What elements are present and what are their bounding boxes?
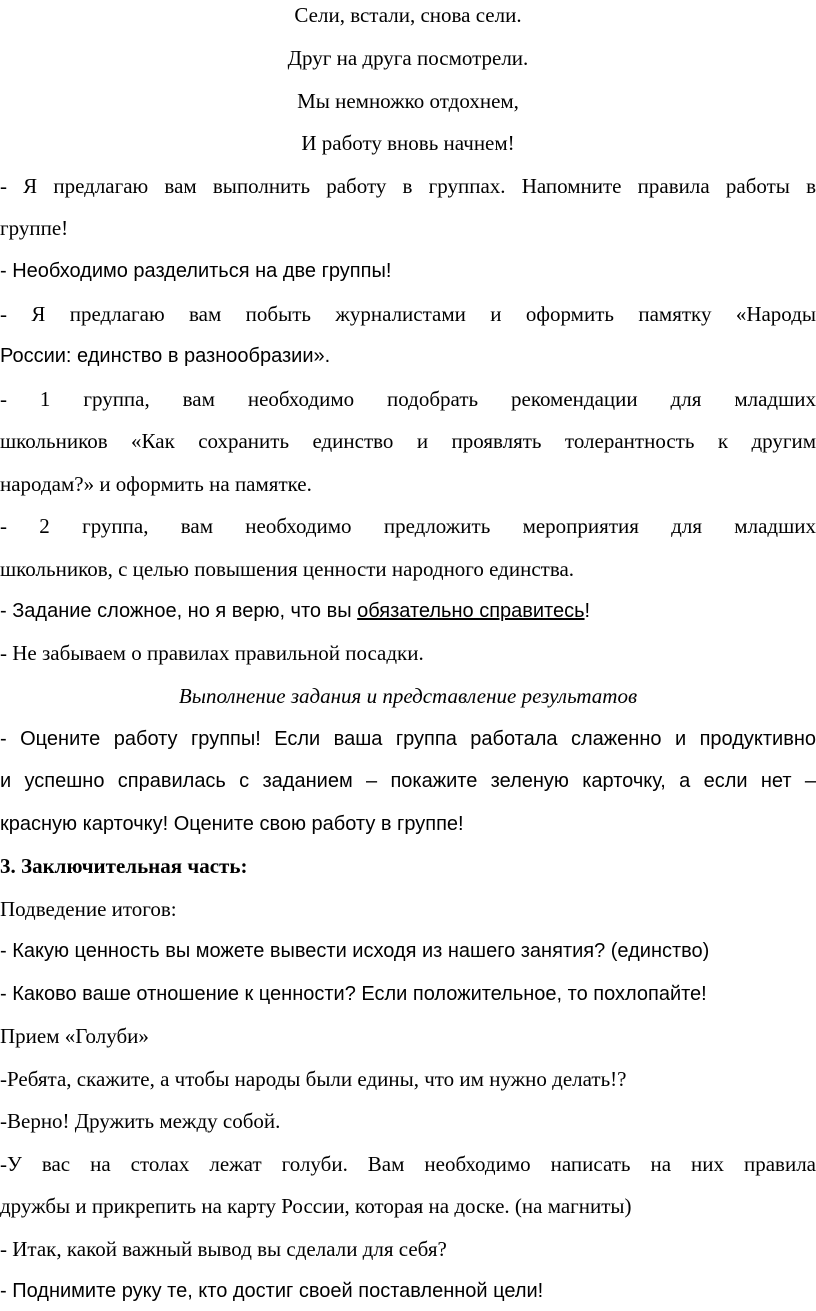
poem-line-4: И работу вновь начнем!	[301, 131, 515, 155]
paragraph-line: Прием «Голуби»	[0, 1024, 149, 1048]
paragraph-line	[0, 598, 816, 624]
paragraph-line: красную карточку! Оцените свою работу в группе!	[0, 813, 464, 835]
paragraph-line: - Каково ваше отношение к ценности? Если положительное, то похлопайте!	[0, 983, 707, 1005]
paragraph-line: школьников, с целью повышения ценности народного единства.	[0, 557, 575, 581]
italic-heading: Выполнение задания и представление результатов	[178, 684, 638, 708]
poem-line-3: Мы немножко отдохнем,	[297, 89, 519, 113]
paragraph-line: - Оцените работу группы! Если ваша группа работала слаженно и продуктивно	[0, 728, 816, 750]
paragraph-line: дружбы и прикрепить на карту России, которая на доске. (на магниты)	[0, 1194, 632, 1218]
paragraph-line: - 1 группа, вам необходимо подобрать рекомендации для младших	[0, 387, 816, 411]
text-span: - Задание сложное, но я верю, что вы	[0, 600, 358, 622]
paragraph-line: -Верно! Дружить между собой.	[0, 1109, 281, 1133]
paragraph-line: -Ребята, скажите, а чтобы народы были едины, что им нужно делать!?	[0, 1067, 627, 1091]
paragraph-line: - Какую ценность вы можете вывести исходя из нашего занятия? (единство)	[0, 940, 710, 962]
poem-line-1: Сели, встали, снова сели.	[294, 3, 522, 27]
poem-line-2: Друг на друга посмотрели.	[287, 46, 529, 70]
paragraph-line: - 2 группа, вам необходимо предложить мероприятия для младших	[0, 514, 816, 538]
paragraph-line: - Я предлагаю вам выполнить работу в группах. Напомните правила работы в	[0, 174, 816, 198]
paragraph-line: народам?» и оформить на памятке.	[0, 472, 312, 496]
paragraph-line: -У вас на столах лежат голуби. Вам необходимо написать на них правила	[0, 1152, 816, 1176]
section-heading: 3. Заключительная часть:	[0, 854, 248, 878]
paragraph-line: России: единство в разнообразии».	[0, 345, 331, 367]
paragraph-line: школьников «Как сохранить единство и проявлять толерантность к другим	[0, 429, 816, 453]
paragraph-line: - Итак, какой важный вывод вы сделали для себя?	[0, 1237, 447, 1261]
underlined-text: обязательно справитесь	[357, 600, 585, 622]
paragraph-line: и успешно справилась с заданием – покажите зеленую карточку, а если нет –	[0, 770, 816, 792]
paragraph-line: - Не забываем о правилах правильной посадки.	[0, 641, 424, 665]
paragraph-line: группе!	[0, 216, 69, 240]
paragraph-line: - Поднимите руку те, кто достиг своей поставленной цели!	[0, 1280, 544, 1302]
paragraph-line: - Необходимо разделиться на две группы!	[0, 260, 392, 282]
text-span: !	[584, 600, 591, 622]
paragraph-line: - Я предлагаю вам побыть журналистами и оформить памятку «Народы	[0, 302, 816, 326]
paragraph-line: Подведение итогов:	[0, 897, 177, 921]
